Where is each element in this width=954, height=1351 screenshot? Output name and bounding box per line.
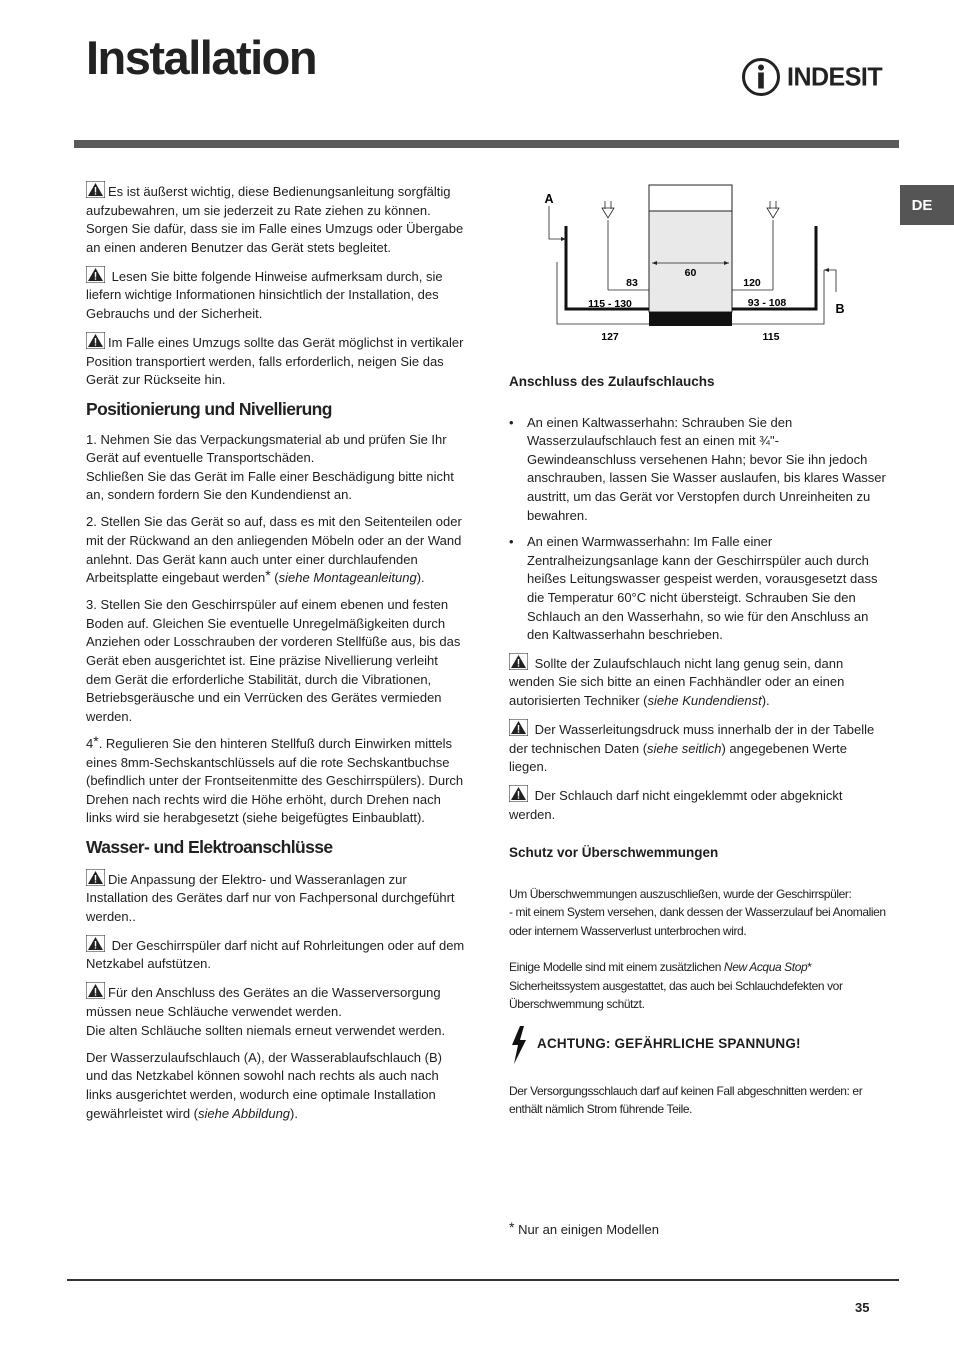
connections-warning-3: Für den Anschluss des Gerätes an die Wasserversorgung müssen neue Schläuche verwendet werden. Die alten Schläuche sollten niemals erneut verwendet werden. <box>86 982 466 1040</box>
dim-115-130: 115 - 130 <box>588 298 632 310</box>
heading-flood-protection: Schutz vor Überschwemmungen <box>509 845 719 861</box>
flood-text-2: Einige Modelle sind mit einem zusätzlichen New Acqua Stop* Sicherheitssystem ausgestattet, das auch bei Schlauchdefekten vor Überschwemmung schützt. <box>509 960 843 1012</box>
voltage-text: Der Versorgungsschlauch darf auf keinen Fall abgeschnitten werden: er enthält nämlich Strom führende Teile. <box>509 1083 863 1116</box>
indesit-logo <box>741 57 882 97</box>
warning-icon <box>86 935 105 952</box>
header-divider <box>74 140 899 148</box>
positioning-step-1: 1. Nehmen Sie das Verpackungsmaterial ab und prüfen Sie Ihr Gerät auf eventuelle Transportschäden. Schließen Sie das Gerät im Falle einer Beschädigung bitte nicht an, sondern fordern Sie den Kundendienst an. <box>86 431 454 503</box>
positioning-step-4: 4*. Regulieren Sie den hinteren Stellfuß durch Einwirken mittels eines 8mm-Sechskantschlüssels auf die rote Sechskantbuchse (befindlich unter der Frontseitenmitte des Geschirrspülers). Durch Drehen nach rechts wird die Höhe erhöht, durch Drehen nach links wird sie herabgesetzt (siehe beigefügtes Einbaublatt). <box>86 732 464 826</box>
footer-divider <box>67 1279 899 1281</box>
logo-text: INDESIT <box>787 61 883 92</box>
right-column <box>509 373 887 1118</box>
warning-icon <box>509 785 528 802</box>
lightning-icon <box>509 1026 529 1064</box>
connections-warning-2: Der Geschirrspüler darf nicht auf Rohrleitungen oder auf dem Netzkabel aufstützen. <box>86 935 466 974</box>
intro-warning-1: Es ist äußerst wichtig, diese Bedienungsanleitung sorgfältig aufzubewahren, um sie jederzeit zu Rate ziehen zu können. Sorgen Sie dafür, dass sie im Falle eines Umzugs oder Übergabe an einen anderen Benutzer das Gerät stets begleitet. <box>86 181 466 257</box>
intro-warning-3: Im Falle eines Umzugs sollte das Gerät möglichst in vertikaler Position transportiert werden, falls erforderlich, neigen Sie das Gerät zur Rückseite hin. <box>86 332 466 390</box>
voltage-title: ACHTUNG: GEFÄHRLICHE SPANNUNG! <box>537 1036 801 1052</box>
language-tab: DE <box>900 185 954 225</box>
warning-icon <box>86 266 105 283</box>
label-a: A <box>544 192 554 206</box>
heading-inlet-hose: Anschluss des Zulaufschlauchs <box>509 374 715 389</box>
appliance-plinth <box>649 312 732 326</box>
inlet-warning-3: Der Schlauch darf nicht eingeklemmt oder abgeknickt werden. <box>509 785 887 824</box>
warning-icon <box>509 653 528 670</box>
warning-icon <box>86 332 105 349</box>
dim-127: 127 <box>601 331 619 343</box>
positioning-step-3: 3. Stellen Sie den Geschirrspüler auf einem ebenen und festen Boden auf. Gleichen Sie eventuelle Unregelmäßigkeiten durch Anziehen oder Losschrauben der vorderen Stellfüße aus, bis das Gerät eben ausgerichtet ist. Eine präzise Nivellierung verleiht dem Gerät die erforderliche Stabilität, durch die Vibrationen, Betriebsgeräusche und ein Verrücken des Gerätes vermieden werden. <box>86 597 461 724</box>
footnote: * Nur an einigen Modellen <box>509 1219 659 1237</box>
flood-text-1: Um Überschwemmungen auszuschließen, wurde der Geschirrspüler: - mit einem System versehen, dank dessen der Wasserzulauf bei Anomalien oder internem Wasserverlust unterbrochen wird. <box>509 887 886 938</box>
dim-93-108: 93 - 108 <box>747 297 787 309</box>
logo-i-icon <box>741 57 781 97</box>
inlet-bullets <box>509 414 887 645</box>
dim-83: 83 <box>626 277 638 289</box>
page-number: 35 <box>855 1300 870 1315</box>
warning-icon <box>86 869 105 886</box>
positioning-step-2: 2. Stellen Sie das Gerät so auf, dass es mit den Seitenteilen oder mit der Rückwand an den anliegenden Möbeln oder an der Wand anlehnt. Das Gerät kann auch unter einer durchlaufenden Arbeitsplatte eingebaut werden* (siehe Montageanleitung). <box>86 514 462 586</box>
hoses-orientation-text: Der Wasserzulaufschlauch (A), der Wasserablaufschlauch (B) und das Netzkabel können sowohl nach rechts als auch nach links ausgerichtet werden, wodurch eine optimale Installation gewährleistet wird (siehe Abbildung). <box>86 1049 442 1121</box>
warning-icon <box>86 181 105 198</box>
inlet-warning-2: Der Wasserleitungsdruck muss innerhalb der in der Tabelle der technischen Daten (siehe seitlich) angegebenen Werte liegen. <box>509 719 887 777</box>
appliance-body <box>649 211 732 312</box>
dim-60: 60 <box>684 267 697 279</box>
list-item: • An einen Kaltwasserhahn: Schrauben Sie den Wasserzulaufschlauch fest an einen mit ¾"-Gewindeanschluss versehenen Hahn; bevor Sie ihn jedoch anschrauben, lassen Sie Wasser auslaufen, bis klares Wasser austritt, um das Gerät vor Verstopfen durch Unreinheiten zu bewahren. <box>509 414 887 526</box>
intro-warning-2: Lesen Sie bitte folgende Hinweise aufmerksam durch, sie liefern wichtige Informationen hinsichtlich der Installation, des Gebrauchs und der Sicherheit. <box>86 266 466 324</box>
section-heading-positioning: Positionierung und Nivellierung <box>86 398 332 419</box>
inlet-warning-1: Sollte der Zulaufschlauch nicht lang genug sein, dann wenden Sie sich bitte an einen Fachhändler oder an einen autorisierten Techniker (siehe Kundendienst). <box>509 653 887 711</box>
list-item: • An einen Warmwasserhahn: Im Falle einer Zentralheizungsanlage kann der Geschirrspüler auch durch heißes Leitungswasser gespeist werden, vorausgesetzt dass die Temperatur 60°C nicht übersteigt. Schrauben Sie den Schlauch an den Wasserhahn, so wie für den Anschluss an den Kaltwasserhahn beschrieben. <box>509 533 887 645</box>
page-title: Installation <box>86 31 317 84</box>
dim-115: 115 <box>762 331 780 343</box>
connections-warning-1: Die Anpassung der Elektro- und Wasseranlagen zur Installation des Gerätes darf nur von Fachpersonal durchgeführt werden.. <box>86 869 466 927</box>
section-heading-connections: Wasser- und Elektroanschlüsse <box>86 836 333 857</box>
warning-icon <box>509 719 528 736</box>
appliance-top <box>649 185 732 211</box>
warning-icon <box>86 982 105 999</box>
voltage-warning <box>509 1026 887 1064</box>
dim-120: 120 <box>743 277 761 289</box>
left-column <box>86 181 466 1132</box>
inlet-hose <box>566 226 649 309</box>
label-b: B <box>835 302 845 316</box>
installation-diagram <box>540 182 860 347</box>
